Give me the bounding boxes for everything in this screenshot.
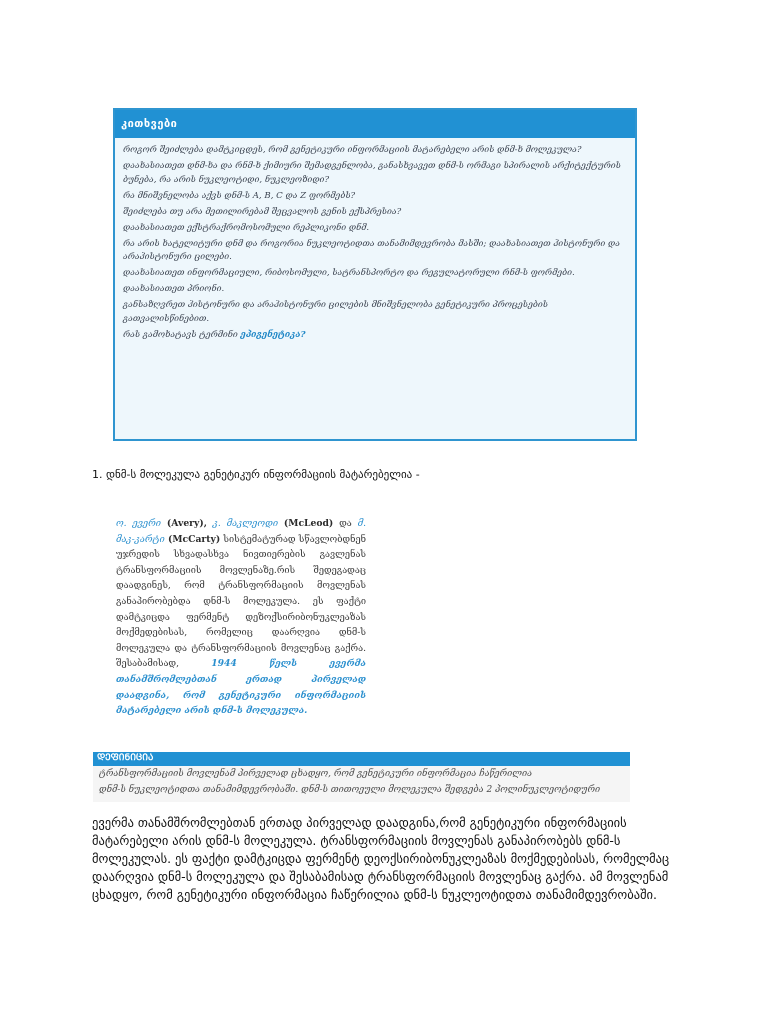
- conjunction: და: [339, 518, 352, 529]
- questions-panel: [113, 108, 637, 441]
- scientist-name-latin: (Avery),: [166, 518, 207, 529]
- question-item: დაახასიათეთ დნმ-ხა და რნმ-ხ ქიმიური შემადგენლობა, განასხვავეთ დნმ-ს ორმაგი სპირალის არქიტექტურის ბუნება, რა არის ნუკლეოტიდი, ნუკლეოზიდი?: [123, 160, 621, 185]
- scientist-name: ო. ევერი: [116, 518, 162, 529]
- questions-panel-header: კითხვები: [115, 110, 635, 138]
- definition-strip-header: ᲓᲔᲤᲘᲜᲘᲪᲘᲐ: [93, 752, 630, 766]
- textbook-excerpt: [116, 516, 366, 740]
- question-item: განსაზღვრეთ ჰისტონური და არაჰისტონური ცილების მნიშვნელობა გენეტიკური პროცესების გათვალისწინებით.: [123, 300, 548, 324]
- question-item: დაახასიათეთ ექსტრაქრომოსომული რეპლიკონი დნმ.: [123, 222, 370, 233]
- question-item: დაახასიათეთ პრიონი.: [123, 284, 225, 295]
- question-item: როგორ შეიძლება დამტკიცდეს, რომ გენეტიკური ინფორმაციის მატარებელი არის დნმ-ხ მოლეკულა?: [123, 145, 582, 155]
- definition-strip: [93, 752, 630, 802]
- conclusion-paragraph: ევერმა თანამშრომლებთან ერთად პირველად დაადგინა,რომ გენეტიკური ინფორმაციის მატარებელი არის დნმ-ს მოლეკულა. ტრანსფორმაციის მოვლენას განაპირობებს დნმ-ს მოლეკულას. ეს ფაქტი დამტკიცდა ფერმენტ დეოქსირიბონუკლეაზას მოქმედებისას, რომელმაც დაარღვია დნმ-ს მოლეკულა და შესაბამისად ტრანსფორმაციის მოვლენაც გაქრა. ამ მოვლენამ ცხადყო, რომ გენეტიკური ინფორმაცია ჩაწერილია დნმ-ს ნუკლეოტიდთა თანამიმდევრობაში.: [92, 815, 670, 902]
- question-item: დაახასიათეთ ინფორმაციული, რიბოსომული, სატრანსპორტო და რეგულატორული რნმ-ს ფორმები.: [123, 268, 575, 279]
- question-item: შეიძლება თუ არა მეთილირებამ შეცვალოს გენის ექსპრესია?: [123, 206, 402, 217]
- question-text: რას გამოხატავს ტერმინი: [123, 329, 238, 340]
- excerpt-highlight: 1944 წელს ევერმა თანამშრომლებთან ერთად პირველად დაადგინა, რომ გენეტიკური ინფორმაციის მატარებელი არის დნმ-ს მოლეკულა.: [116, 658, 366, 717]
- section-heading: 1. დნმ-ს მოლეკულა გენეტიკურ ინფორმაციის მატარებელია -: [92, 468, 420, 481]
- scientist-name-latin: (McLeod): [283, 518, 334, 529]
- questions-list: [115, 138, 635, 342]
- definition-line: დნმ-ს ნუკლეოტიდთა თანამიმდევრობაში. დნმ-ს თითოეული მოლეკულა შედგება 2 პოლინუკლეოტიდური: [99, 785, 601, 795]
- excerpt-body: სისტემატურად სწავლობდნენ უჯრედის სხვადასხვა ნივთიერების გავლენას ტრანსფორმაციის მოვლენაზე.რის შედეგადაც დაადგინეს, რომ ტრანსფორმაციის მოვლენას განაპირობებდა დნმ-ს მოლეკულა. ეს ფაქტი დამტკიცდა ფერმენტ დეზოქსირიბონუკლეაზას მოქმედებისას, რომელიც დაარღვია დნმ-ს მოლეკულა და ტრანსფორმაციის მოვლენაც გაქრა. შესაბამისად,: [116, 533, 367, 670]
- question-item: [123, 329, 627, 343]
- scientist-name-latin: (McCarty): [168, 533, 221, 545]
- scientist-name: მ. მაკ-კარტი: [116, 518, 366, 545]
- question-item: რა არის ხატელიტური დნმ და როგორია ნუკლეოტიდთა თანამიმდევრობა მასში; დაახასიათეთ ჰისტონური და არაჰისტონური ცილები.: [123, 238, 621, 263]
- scientist-name: კ. მაკლეოდი: [212, 518, 279, 529]
- question-highlight-term: ეპიგენეტიკა?: [240, 329, 306, 340]
- definition-line: ტრანსფორმაციის მოვლენამ პირველად ცხადყო, რომ გენეტიკური ინფორმაცია ჩაწერილია: [99, 769, 533, 779]
- question-item: რა მნიშვნელობა აქვს დნმ-ს A, B, C და Z ფორმებს?: [123, 190, 356, 201]
